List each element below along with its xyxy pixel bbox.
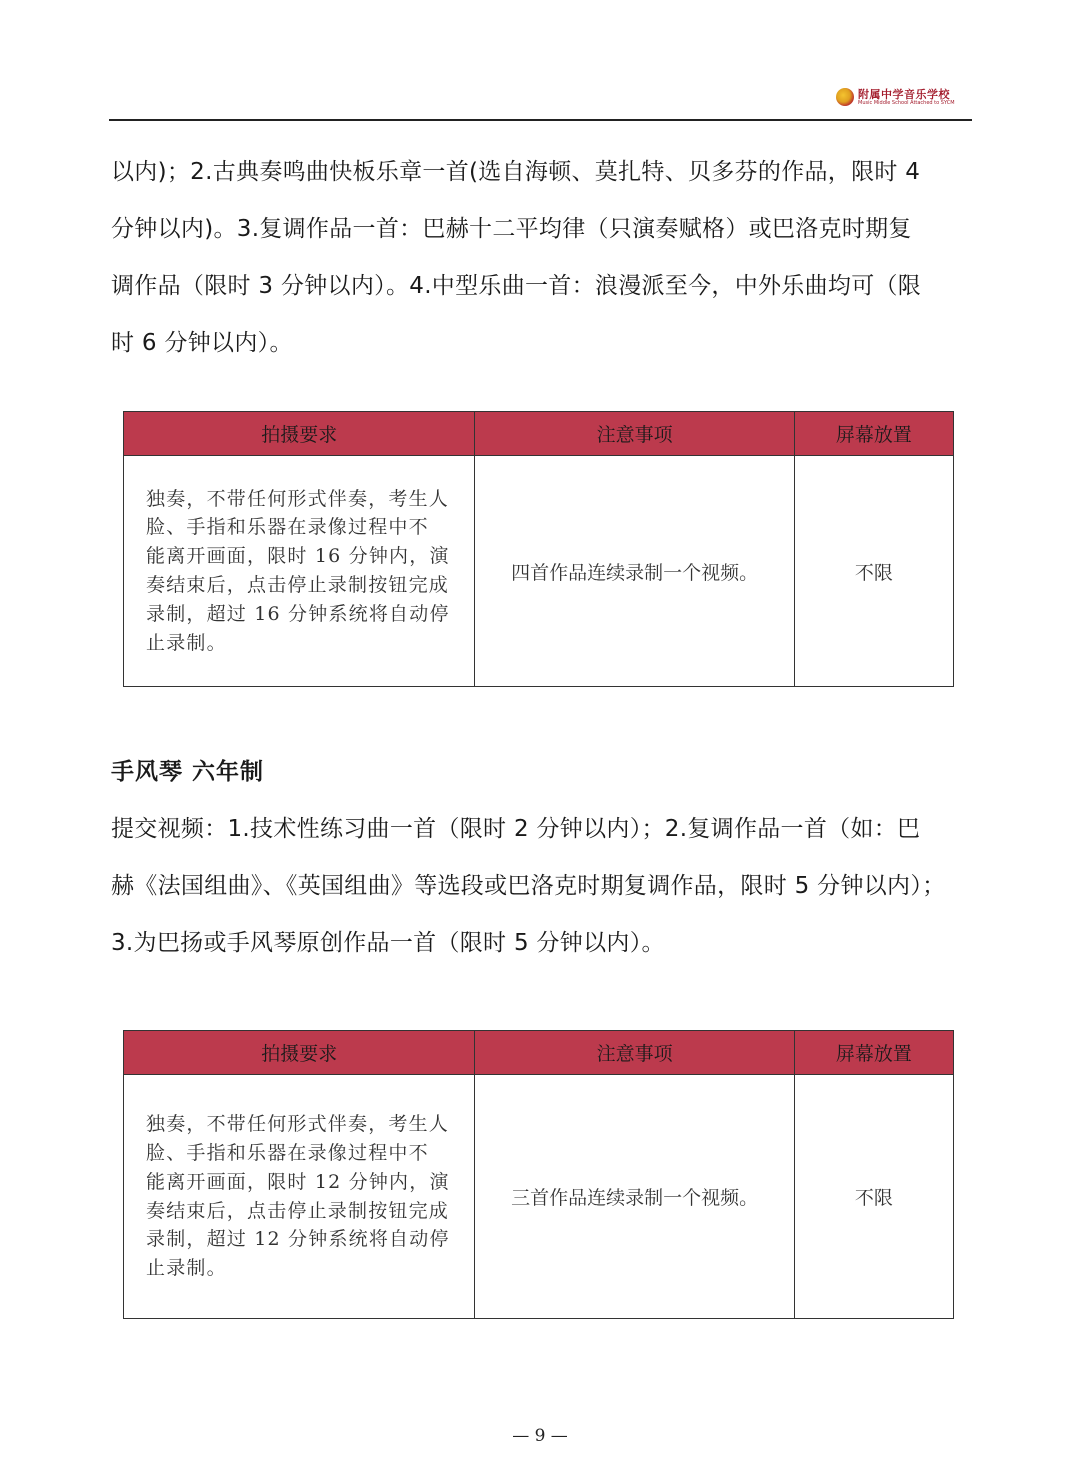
accordion-paragraph bbox=[111, 801, 973, 972]
header-notes: 注意事项 bbox=[475, 1031, 794, 1075]
screen-placement-cell: 不限 bbox=[794, 1075, 953, 1319]
req-line: 脸、手指和乐器在录像过程中不 bbox=[146, 516, 429, 539]
header-notes: 注意事项 bbox=[475, 412, 794, 456]
screen-placement-cell: 不限 bbox=[794, 456, 953, 687]
req-line: 脸、手指和乐器在录像过程中不 bbox=[146, 1141, 429, 1164]
intro-line: 时 6 分钟以内）。 bbox=[111, 330, 293, 356]
page-number: — 9 — bbox=[512, 1426, 568, 1446]
notes-cell: 四首作品连续录制一个视频。 bbox=[475, 456, 794, 687]
table-row bbox=[124, 456, 954, 687]
intro-line: 分钟以内)。3.复调作品一首：巴赫十二平均律（只演奏赋格）或巴洛克时期复 bbox=[111, 216, 912, 242]
req-line: 奏结束后，点击停止录制按钮完成 bbox=[146, 1199, 450, 1222]
req-line: 止录制。 bbox=[146, 1257, 227, 1280]
req-line: 能离开画面，限时 12 分钟内，演 bbox=[146, 1170, 450, 1193]
table-header-row bbox=[124, 1031, 954, 1075]
table-header-row bbox=[124, 412, 954, 456]
shooting-requirements-cell bbox=[124, 1075, 475, 1319]
header-shooting-requirements: 拍摄要求 bbox=[124, 412, 475, 456]
school-emblem-icon bbox=[836, 88, 854, 106]
req-line: 奏结束后，点击停止录制按钮完成 bbox=[146, 574, 450, 596]
logo-english-name: Music Middle School Attached to SYCM bbox=[858, 99, 955, 106]
requirements-table-2 bbox=[123, 1030, 954, 1319]
header-screen-placement: 屏幕放置 bbox=[794, 412, 953, 456]
header-shooting-requirements: 拍摄要求 bbox=[124, 1031, 475, 1075]
notes-cell: 三首作品连续录制一个视频。 bbox=[475, 1075, 794, 1319]
req-line: 独奏，不带任何形式伴奏，考生人 bbox=[146, 1113, 450, 1136]
accordion-line: 提交视频：1.技术性练习曲一首（限时 2 分钟以内）；2.复调作品一首（如：巴 bbox=[111, 816, 921, 842]
school-logo bbox=[836, 86, 958, 108]
req-line: 录制，超过 16 分钟系统将自动停 bbox=[146, 602, 450, 625]
logo-chinese-name: 附属中学音乐学校 bbox=[858, 87, 950, 101]
req-line: 能离开画面，限时 16 分钟内，演 bbox=[146, 545, 450, 568]
header-screen-placement: 屏幕放置 bbox=[794, 1031, 953, 1075]
section-title-accordion: 手风琴 六年制 bbox=[111, 759, 265, 785]
table-row bbox=[124, 1075, 954, 1319]
header-divider bbox=[109, 119, 972, 121]
accordion-line: 3.为巴扬或手风琴原创作品一首（限时 5 分钟以内）。 bbox=[111, 930, 665, 956]
accordion-line: 赫《法国组曲》、《英国组曲》等选段或巴洛克时期复调作品，限时 5 分钟以内）； bbox=[111, 873, 946, 899]
intro-line: 调作品（限时 3 分钟以内）。4.中型乐曲一首：浪漫派至今，中外乐曲均可（限 bbox=[111, 273, 922, 299]
req-line: 独奏，不带任何形式伴奏，考生人 bbox=[146, 487, 450, 510]
req-line: 止录制。 bbox=[146, 631, 227, 654]
intro-line: 以内)；2.古典奏鸣曲快板乐章一首(选自海顿、莫扎特、贝多芬的作品，限时 4 bbox=[111, 159, 921, 185]
intro-paragraph bbox=[111, 144, 973, 372]
req-line: 录制，超过 12 分钟系统将自动停 bbox=[146, 1228, 450, 1251]
shooting-requirements-cell bbox=[124, 456, 475, 687]
requirements-table-1 bbox=[123, 411, 954, 687]
